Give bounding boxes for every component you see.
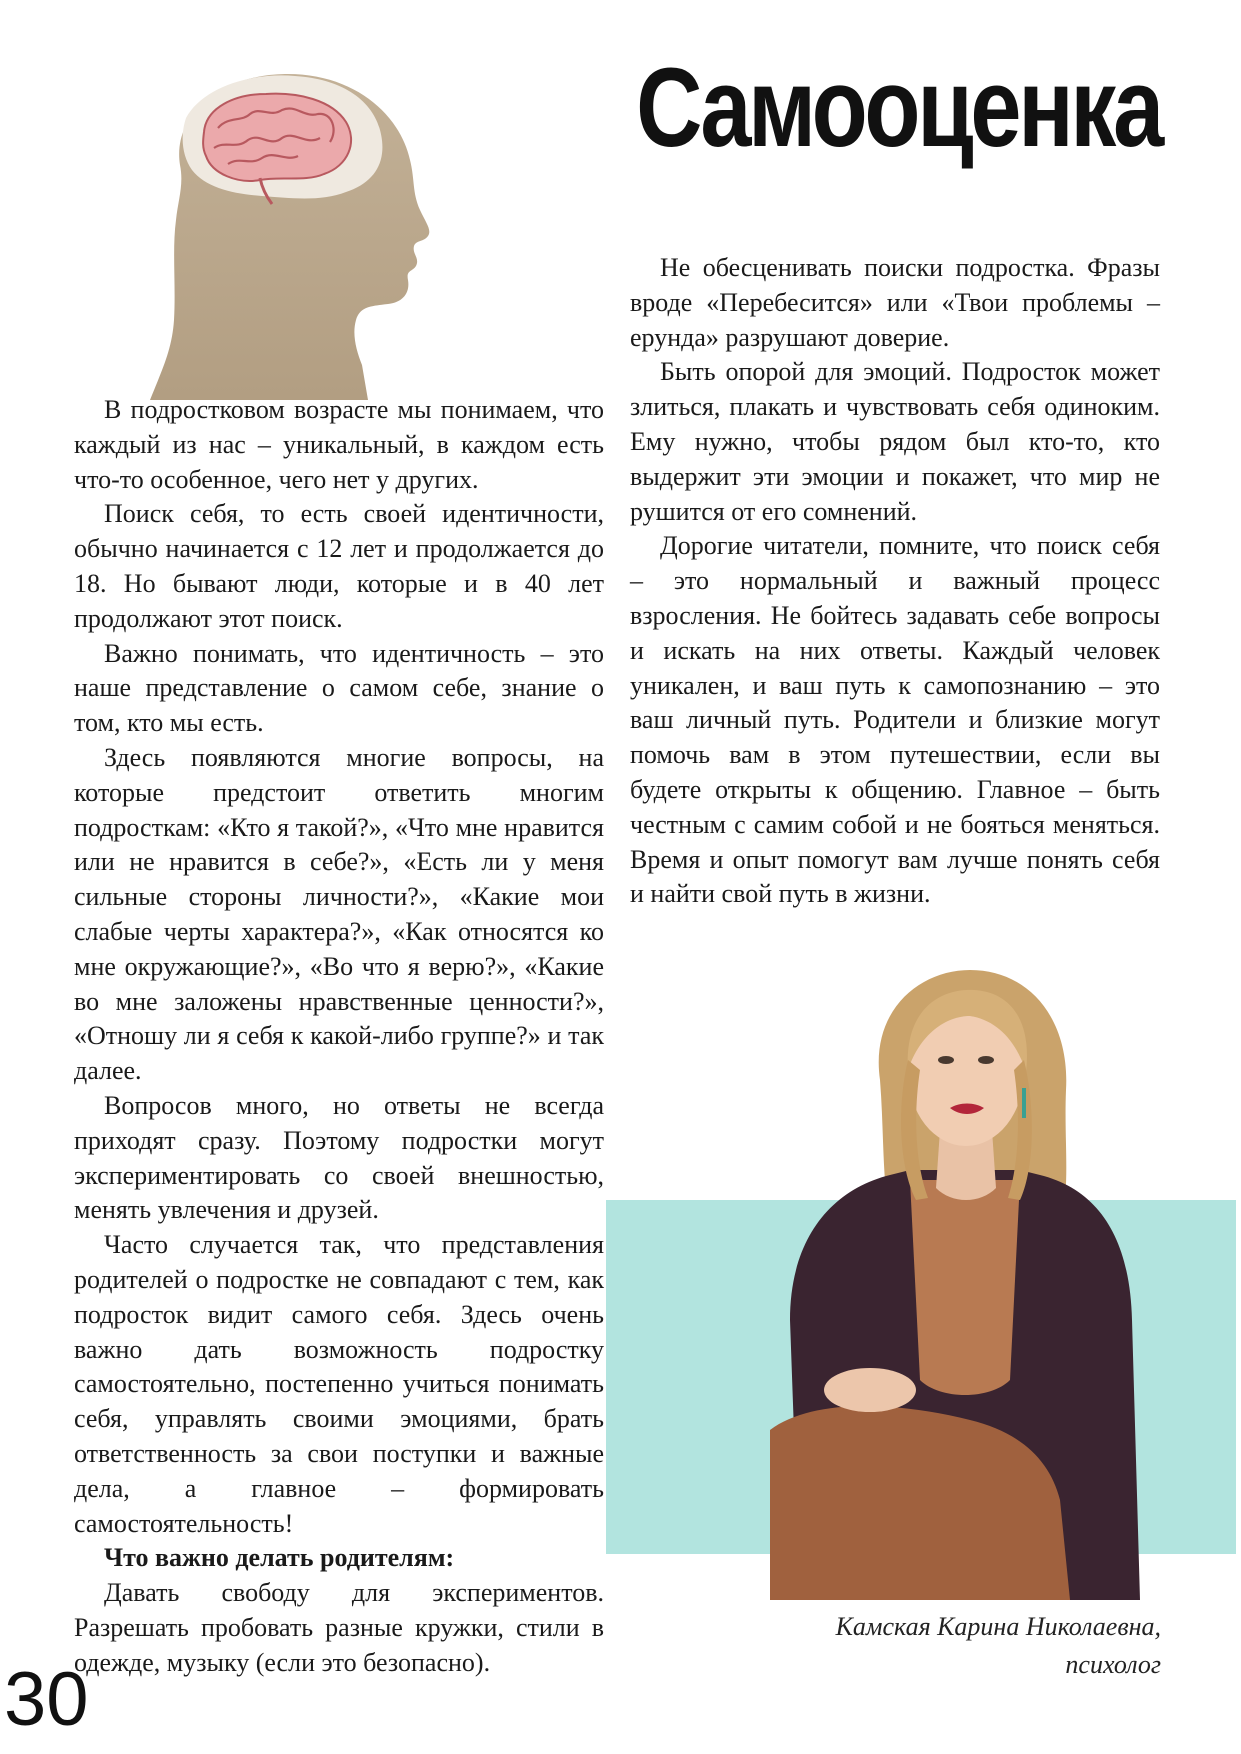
author-caption bbox=[836, 1608, 1161, 1684]
author-name: Камская Карина Николаевна, bbox=[835, 1612, 1161, 1641]
left-text-column bbox=[74, 393, 604, 1680]
paragraph: Быть опорой для эмоций. Подросток может злиться, плакать и чувствовать себя одиноким. Ему нужно, чтобы рядом был кто-то, кто выдержит эти эмоции и покажет, что мир не рушится от его сомнений. bbox=[630, 357, 1160, 526]
head-silhouette-illustration bbox=[110, 70, 510, 400]
paragraph: Поиск себя, то есть своей идентичности, обычно начинается с 12 лет и продолжается до 18. Но бывают люди, которые и в 40 лет продолжают этот поиск. bbox=[74, 499, 604, 633]
paragraph: В подростковом возрасте мы понимаем, что каждый из нас – уникальный, в каждом есть что-то особенное, чего нет у других. bbox=[74, 395, 604, 494]
paragraph: Часто случается так, что представления родителей о подростке не совпадают с тем, как подросток видит самого себя. Здесь очень важно дать возможность подростку самостоятельно, постепенно учиться понимать себя, управлять своими эмоциями, брать ответственность за свои поступки и важные дела, а главное – формировать самостоятельность! bbox=[74, 1230, 604, 1538]
paragraph: Давать свободу для экспериментов. Разрешать пробовать разные кружки, стили в одежде, музыку (если это безопасно). bbox=[74, 1578, 604, 1677]
paragraph: Дорогие читатели, помните, что поиск себя – это нормальный и важный процесс взросления. Не бойтесь задавать себе вопросы и искать на них ответы. Каждый человек уникален, и ваш путь к самопознанию – это ваш личный путь. Родители и близкие могут помочь вам в этом путешествии, если вы будете открыты к общению. Главное – быть честным с самим собой и не бояться меняться. Время и опыт помогут вам лучше понять себя и найти свой путь в жизни. bbox=[630, 531, 1160, 909]
page-number: 30 bbox=[4, 1657, 89, 1742]
paragraph: Важно понимать, что идентичность – это наше представление о самом себе, знание о том, кто мы есть. bbox=[74, 638, 604, 738]
paragraph: Вопросов много, но ответы не всегда приходят сразу. Поэтому подростки могут экспериментировать со своей внешностью, менять увлечения и друзей. bbox=[74, 1090, 604, 1225]
author-portrait bbox=[770, 960, 1150, 1600]
article-title: Самооценка bbox=[636, 45, 1161, 170]
paragraph: Здесь появляются многие вопросы, на которые предстоит ответить многим подросткам: «Кто я такой?», «Что мне нравится или не нравится в себе?», «Есть ли у меня сильные стороны личности?», «Какие мои слабые черты характера?», «Как относятся ко мне окружающие?», «Во что я верю?», «Какие во мне заложены нравственные ценности?», «Отношу ли я себя к какой-либо группе?» и так далее. bbox=[74, 742, 604, 1086]
subheading: Что важно делать родителям: bbox=[104, 1543, 455, 1573]
paragraph: Не обесценивать поиски подростка. Фразы вроде «Перебесится» или «Твои проблемы – ерунда» разрушают доверие. bbox=[630, 253, 1160, 352]
author-role: психолог bbox=[1065, 1650, 1161, 1679]
right-text-column bbox=[630, 251, 1160, 912]
